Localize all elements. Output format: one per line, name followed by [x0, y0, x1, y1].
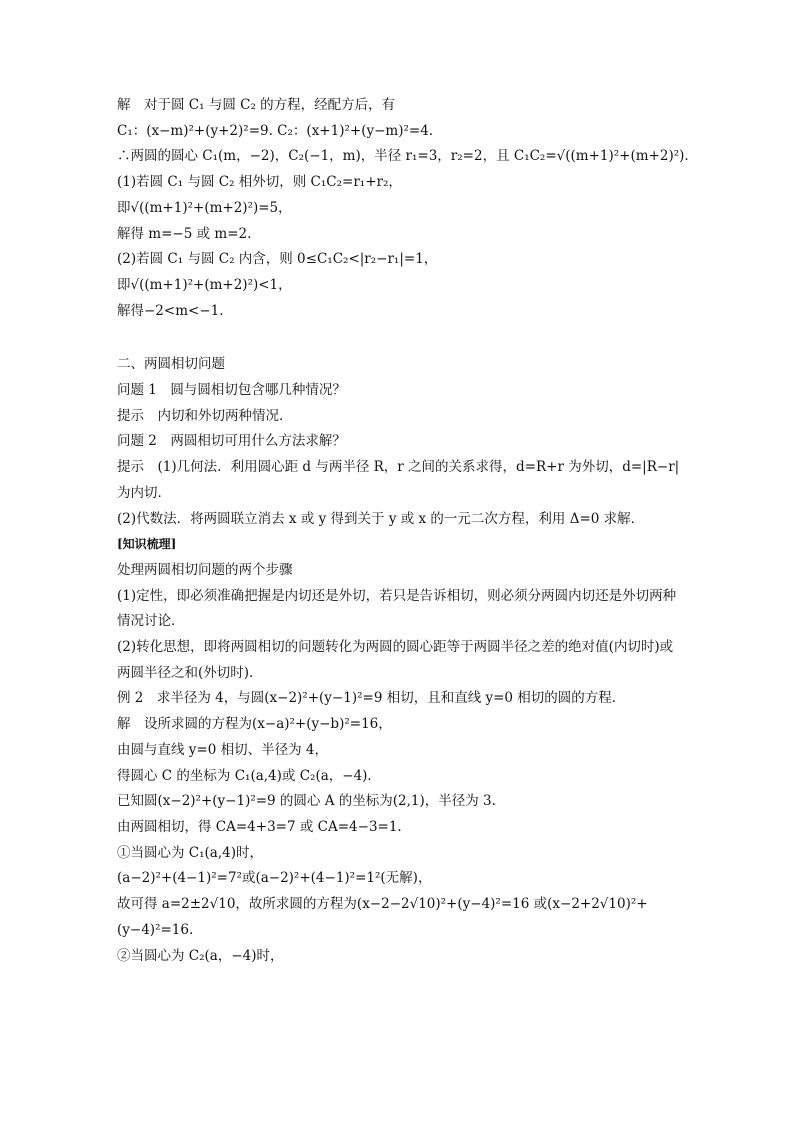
text-line: ∴两圆的圆心 C₁(m，−2)，C₂(−1，m)，半径 r₁=3，r₂=2，且 C₁C₂=√((m+1)²+(m+2)²).	[117, 148, 689, 165]
example-line: 例 2 求半径为 4，与圆(x−2)²+(y−1)²=9 相切，且和直线 y=0 相切的圆的方程．	[117, 690, 626, 707]
text-line: (a−2)²+(4−1)²=7²或(a−2)²+(4−1)²=1²(无解)，	[117, 870, 432, 887]
text-line: 由圆与直线 y=0 相切、半径为 4，	[117, 741, 328, 758]
text-line: 已知圆(x−2)²+(y−1)²=9 的圆心 A 的坐标为(2,1)，半径为 3.	[117, 793, 496, 810]
text-line: 即√((m+1)²+(m+2)²)=5，	[117, 199, 292, 216]
text-line: 解 设所求圆的方程为(x−a)²+(y−b)²=16，	[117, 716, 392, 733]
question-line: 问题 2 两圆相切可用什么方法求解？	[117, 433, 346, 450]
text-line: ①当圆心为 C₁(a,4)时，	[117, 844, 263, 861]
text-line: 由两圆相切，得 CA=4+3=7 或 CA=4−3=1.	[117, 818, 402, 835]
text-line: (2)代数法．将两圆联立消去 x 或 y 得到关于 y 或 x 的一元二次方程，利用 Δ=0 求解．	[117, 510, 645, 527]
paragraph-gap	[117, 324, 682, 352]
text-line: 解 对于圆 C₁ 与圆 C₂ 的方程，经配方后，有	[117, 97, 396, 113]
text-line: (1)若圆 C₁ 与圆 C₂ 相外切，则 C₁C₂=r₁+r₂，	[117, 174, 402, 191]
text-line: 解得 m=−5 或 m=2.	[117, 225, 252, 242]
question-line: 问题 1 圆与圆相切包含哪几种情况？	[117, 382, 346, 399]
section-heading: 二、两圆相切问题	[117, 356, 225, 373]
text-line: C₁：(x−m)²+(y+2)²=9. C₂：(x+1)²+(y−m)²=4.	[117, 122, 434, 139]
text-line: (1)定性，即必须准确把握是内切还是外切，若只是告诉相切，则必须分两圆内切还是外切两种情况讨论．	[117, 587, 677, 630]
text-line: 得圆心 C 的坐标为 C₁(a,4)或 C₂(a，−4)．	[117, 767, 381, 784]
knowledge-tag: [知识梳理]	[117, 537, 177, 552]
document-body	[117, 93, 689, 969]
hint-line: 提示 内切和外切两种情况．	[117, 407, 293, 424]
text-line: ②当圆心为 C₂(a，−4)时，	[117, 947, 284, 964]
text-line: 处理两圆相切问题的两个步骤	[117, 561, 293, 578]
text-line: 解得−2<m<−1.	[117, 302, 224, 319]
text-line: (2)转化思想，即将两圆相切的问题转化为两圆的圆心距等于两圆半径之差的绝对值(内切时)或两圆半径之和(外切时)．	[117, 639, 674, 681]
text-line: (2)若圆 C₁ 与圆 C₂ 内含，则 0≤C₁C₂<|r₂−r₁|=1，	[117, 251, 438, 268]
text-line: 即√((m+1)²+(m+2)²)<1，	[117, 276, 292, 293]
text-line: 故可得 a=2±2√10，故所求圆的方程为(x−2−2√10)²+(y−4)²=16 或(x−2+2√10)²+(y−4)²=16.	[117, 896, 648, 938]
hint-line: 提示 (1)几何法．利用圆心距 d 与两半径 R，r 之间的关系求得，d=R+r 为外切，d=|R−r| 为内切．	[117, 459, 680, 501]
